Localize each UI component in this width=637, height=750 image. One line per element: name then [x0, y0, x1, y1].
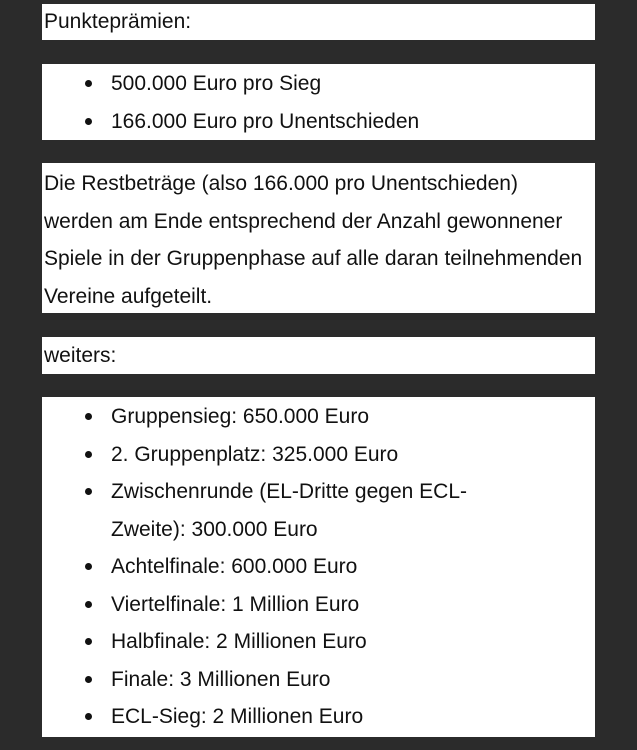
- further-list-block: [42, 397, 595, 737]
- list-item: Finale: 3 Millionen Euro: [42, 661, 535, 699]
- list-item: Halbfinale: 2 Millionen Euro: [42, 623, 535, 661]
- points-list-block: [42, 64, 595, 140]
- list-item: Gruppensieg: 650.000 Euro: [42, 398, 535, 436]
- further-heading-block: [42, 337, 595, 374]
- list-item: Zwischenrunde (EL-Dritte gegen ECL-Zweite): 300.000 Euro: [42, 473, 535, 548]
- further-heading: weiters:: [44, 344, 117, 367]
- list-item: ECL-Sieg: 2 Millionen Euro: [42, 698, 535, 736]
- list-item: 500.000 Euro pro Sieg: [42, 65, 595, 103]
- list-item: Viertelfinale: 1 Million Euro: [42, 586, 535, 624]
- points-heading: Punkteprämien:: [44, 10, 192, 33]
- list-item: Achtelfinale: 600.000 Euro: [42, 548, 535, 586]
- further-list: [42, 398, 535, 736]
- points-list: [42, 65, 595, 140]
- remainder-text-block: [42, 163, 595, 313]
- list-item: 166.000 Euro pro Unentschieden: [42, 103, 595, 141]
- points-heading-block: [42, 4, 595, 40]
- list-item: 2. Gruppenplatz: 325.000 Euro: [42, 436, 535, 474]
- remainder-paragraph: Die Restbeträge (also 166.000 pro Unentschieden) werden am Ende entsprechend der Anzahl gewonnener Spiele in der Gruppenphase auf alle daran teilnehmenden Vereine aufgeteilt.: [44, 172, 583, 308]
